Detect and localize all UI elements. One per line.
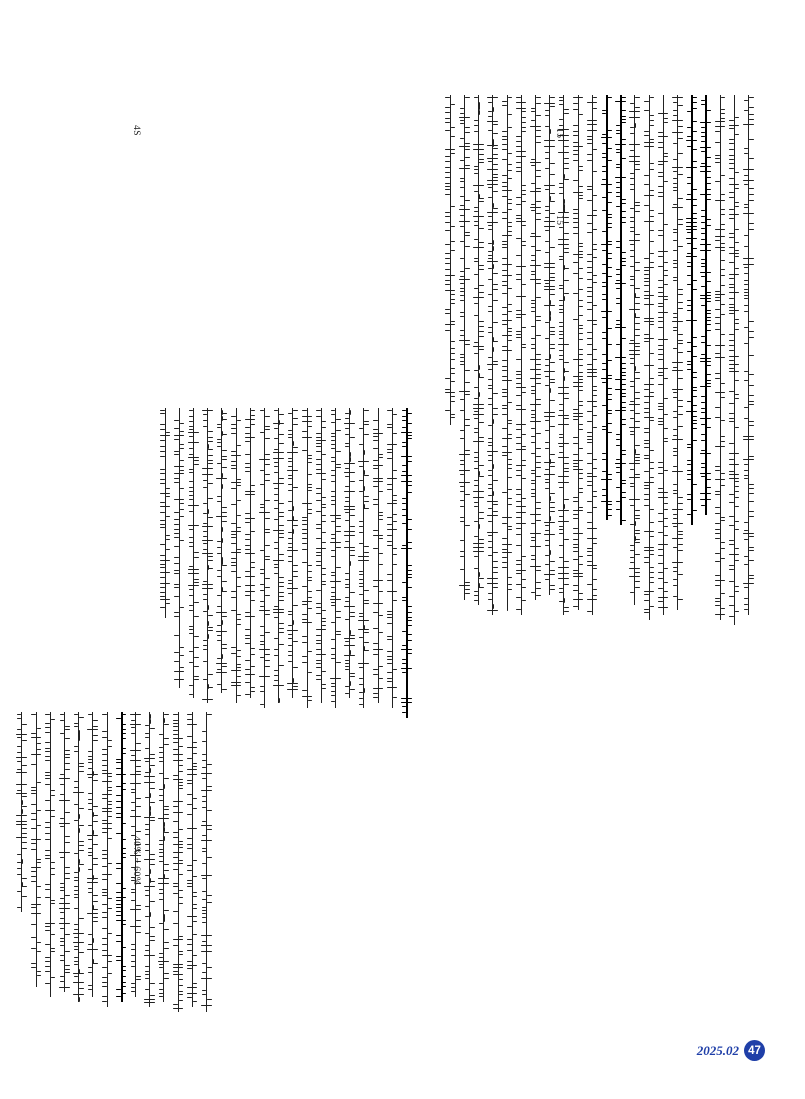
text-line <box>86 712 99 997</box>
script-glyphs <box>258 408 271 708</box>
script-glyphs <box>643 95 656 620</box>
script-glyphs <box>714 95 727 620</box>
script-glyphs <box>586 95 599 615</box>
inline-latin-text: 40% ~ 60% <box>131 836 141 886</box>
script-glyphs <box>572 95 585 610</box>
text-line <box>329 408 342 708</box>
text-line <box>501 95 514 610</box>
script-glyphs <box>230 408 243 703</box>
text-line <box>529 95 542 600</box>
text-line <box>258 408 271 708</box>
text-line <box>115 712 128 1002</box>
text-line <box>671 95 684 610</box>
text-line <box>372 408 385 703</box>
script-glyphs <box>315 408 328 703</box>
script-glyphs <box>30 712 43 987</box>
script-glyphs <box>600 95 613 520</box>
text-line <box>400 408 413 718</box>
text-line <box>244 408 257 698</box>
text-line <box>357 408 370 708</box>
text-line <box>572 95 585 610</box>
text-line <box>657 95 670 615</box>
text-line <box>157 712 170 1002</box>
text-line <box>643 95 656 620</box>
text-line <box>72 712 85 1002</box>
script-glyphs <box>159 408 172 618</box>
text-line <box>44 712 57 997</box>
inline-latin-text: 15 <box>554 128 564 139</box>
script-glyphs <box>343 408 356 698</box>
text-line <box>386 408 399 708</box>
text-line <box>315 408 328 703</box>
script-glyphs <box>286 408 299 698</box>
text-line <box>628 95 641 605</box>
script-glyphs <box>72 712 85 1002</box>
script-glyphs <box>115 712 128 1002</box>
text-line <box>15 712 28 912</box>
text-line <box>486 95 499 615</box>
text-line <box>187 408 200 698</box>
script-glyphs <box>543 95 556 595</box>
script-glyphs <box>400 408 413 718</box>
script-glyphs <box>173 408 186 688</box>
script-glyphs <box>201 408 214 703</box>
script-glyphs <box>614 95 627 525</box>
text-line <box>173 408 186 688</box>
script-glyphs <box>728 95 741 625</box>
text-line <box>458 95 471 600</box>
script-glyphs <box>272 408 285 703</box>
text-line <box>543 95 556 595</box>
text-line <box>728 95 741 625</box>
text-line <box>614 95 627 525</box>
text-line <box>101 712 114 1007</box>
script-glyphs <box>58 712 71 992</box>
script-glyphs <box>472 95 485 605</box>
text-line <box>343 408 356 698</box>
text-line <box>201 408 214 703</box>
issue-label: 2025.02 <box>696 1042 739 1058</box>
text-line <box>286 408 299 698</box>
page-footer <box>697 1040 765 1061</box>
text-line <box>472 95 485 605</box>
text-line <box>600 95 613 520</box>
script-glyphs <box>685 95 698 525</box>
page-number-badge: 47 <box>744 1040 765 1061</box>
script-glyphs <box>742 95 755 615</box>
script-glyphs <box>628 95 641 605</box>
script-glyphs <box>187 408 200 698</box>
script-glyphs <box>501 95 514 610</box>
text-line <box>742 95 755 615</box>
script-glyphs <box>215 408 228 693</box>
text-line <box>515 95 528 615</box>
script-glyphs <box>301 408 314 708</box>
script-glyphs <box>699 95 712 515</box>
script-glyphs <box>386 408 399 708</box>
script-glyphs <box>372 408 385 703</box>
script-glyphs <box>15 712 28 912</box>
text-line <box>557 95 570 615</box>
script-glyphs <box>657 95 670 615</box>
script-glyphs <box>200 712 213 1012</box>
script-glyphs <box>529 95 542 600</box>
script-glyphs <box>444 95 457 425</box>
script-glyphs <box>44 712 57 997</box>
script-glyphs <box>86 712 99 997</box>
text-line <box>714 95 727 620</box>
text-line <box>200 712 213 1012</box>
text-line <box>301 408 314 708</box>
script-glyphs <box>486 95 499 615</box>
script-glyphs <box>557 95 570 615</box>
inline-latin-text: 15 <box>554 215 564 226</box>
text-line <box>159 408 172 618</box>
text-line <box>143 712 156 1007</box>
text-line <box>186 712 199 1007</box>
text-line <box>30 712 43 987</box>
script-glyphs <box>143 712 156 1007</box>
script-glyphs <box>157 712 170 1002</box>
script-glyphs <box>357 408 370 708</box>
script-glyphs <box>186 712 199 1007</box>
script-glyphs <box>671 95 684 610</box>
text-line <box>685 95 698 525</box>
text-line <box>586 95 599 615</box>
text-line <box>172 712 185 1012</box>
text-line <box>215 408 228 693</box>
script-glyphs <box>458 95 471 600</box>
text-line <box>444 95 457 425</box>
script-glyphs <box>244 408 257 698</box>
script-glyphs <box>515 95 528 615</box>
text-line <box>272 408 285 703</box>
text-line <box>230 408 243 703</box>
inline-latin-text: 4S <box>131 125 141 137</box>
script-glyphs <box>172 712 185 1012</box>
text-line <box>699 95 712 515</box>
script-glyphs <box>101 712 114 1007</box>
text-line <box>58 712 71 992</box>
script-glyphs <box>329 408 342 708</box>
